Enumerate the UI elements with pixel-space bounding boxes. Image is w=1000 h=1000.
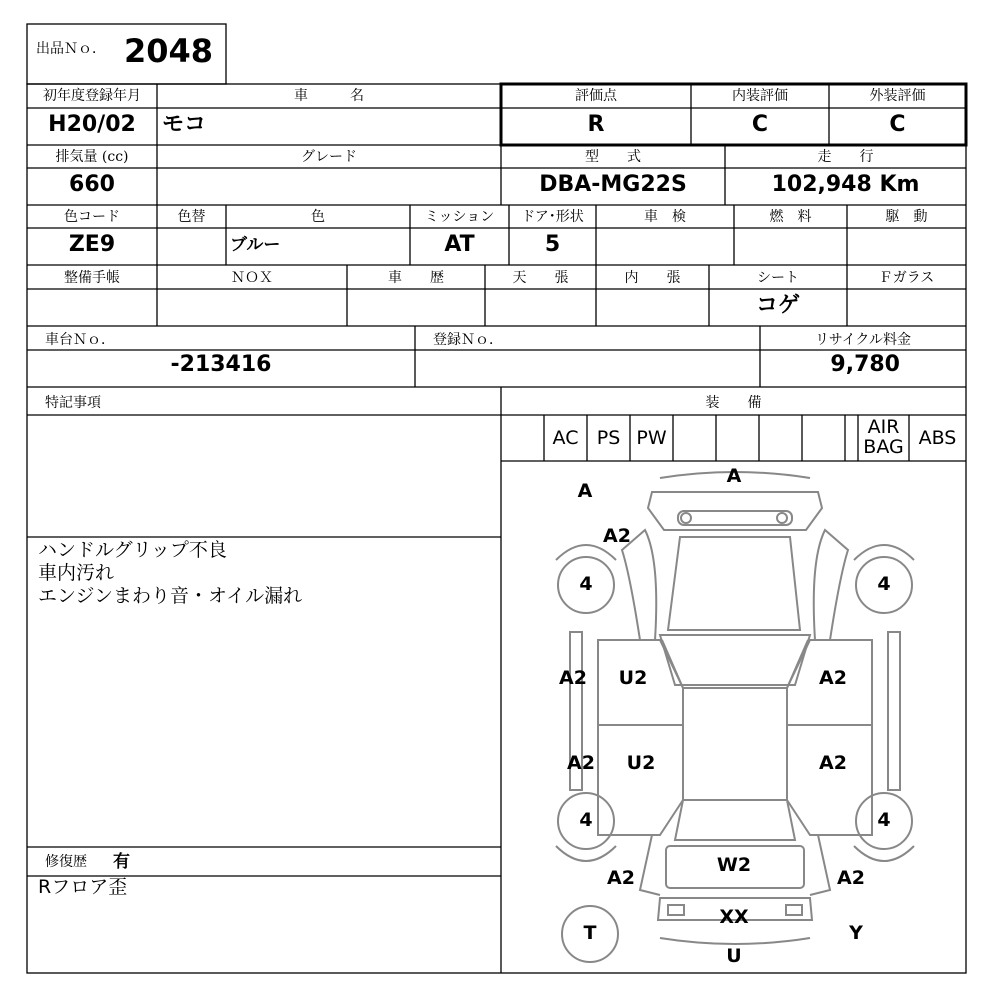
color-code-label: 色コード: [64, 209, 120, 225]
equipment-ac: AC: [552, 427, 579, 449]
damage-mark: U: [726, 945, 742, 967]
damage-mark: A2: [819, 667, 847, 689]
registration-number-label: 登録Ｎｏ．: [433, 332, 503, 348]
color-value: ブルー: [230, 235, 281, 255]
damage-mark: A2: [607, 867, 635, 889]
damage-mark: XX: [719, 906, 749, 928]
note-line: エンジンまわり音・オイル漏れ: [38, 585, 303, 607]
tire-mark: 4: [579, 809, 593, 831]
headliner-label: 天 張: [512, 270, 569, 286]
first-registration-label: 初年度登録年月: [43, 88, 141, 104]
damage-mark: W2: [716, 854, 752, 876]
note-line: ハンドルグリップ不良: [38, 539, 227, 561]
repair-history-label: 修復歴: [45, 854, 87, 870]
equipment-pw: PW: [636, 427, 667, 449]
door-shape-label: ドア･形状: [521, 209, 584, 225]
special-notes-label: 特記事項: [45, 395, 101, 411]
note-line: 車内汚れ: [38, 562, 115, 584]
damage-mark: A2: [819, 752, 847, 774]
score-value: R: [587, 112, 605, 137]
inspection-label: 車 検: [644, 209, 686, 225]
damage-mark: A: [577, 480, 593, 502]
drive-label: 駆 動: [885, 209, 928, 225]
interior-trim-label: 内 張: [624, 270, 681, 286]
front-glass-label: Ｆガラス: [878, 270, 935, 286]
damage-mark: Y: [849, 922, 863, 944]
lot-number-value: 2048: [124, 32, 214, 70]
tire-mark: 4: [877, 573, 891, 595]
car-name-label: 車 名: [294, 88, 364, 104]
damage-mark: A2: [837, 867, 865, 889]
door-value: 5: [544, 232, 561, 257]
equipment-ps: PS: [596, 427, 621, 449]
damage-mark: A2: [559, 667, 587, 689]
equipment-airbag: AIR BAG: [863, 416, 904, 458]
spare-tire-mark: T: [583, 922, 597, 944]
color-label: 色: [311, 209, 325, 225]
tire-mark: 4: [877, 809, 891, 831]
tire-mark: 4: [579, 573, 593, 595]
seat-label: シート: [757, 270, 799, 286]
fuel-label: 燃 料: [769, 209, 812, 225]
repair-detail: Rフロア歪: [38, 876, 128, 898]
model-code-value: DBA-MG22S: [539, 172, 687, 197]
chassis-number-label: 車台Ｎｏ．: [45, 332, 115, 348]
mileage-label: 走 行: [817, 149, 874, 165]
lot-number-label: 出品Ｎｏ．: [36, 41, 106, 57]
damage-mark: A: [726, 465, 742, 487]
damage-mark: U2: [618, 667, 648, 689]
grade-label: グレード: [301, 149, 357, 165]
transmission-label: ミッション: [424, 209, 495, 225]
model-code-label: 型 式: [585, 149, 641, 165]
seat-value: コゲ: [755, 293, 800, 318]
nox-label: ＮＯＸ: [231, 270, 273, 286]
displacement-value: 660: [69, 172, 115, 197]
vehicle-history-label: 車 歴: [388, 270, 444, 286]
equipment-abs: ABS: [918, 427, 957, 449]
maintenance-record-label: 整備手帳: [64, 270, 120, 286]
transmission-value: AT: [444, 232, 475, 257]
displacement-label: 排気量 (cc): [55, 149, 129, 165]
repair-history-value: 有: [113, 852, 130, 872]
car-name-value: モコ: [162, 112, 207, 137]
score-label: 評価点: [575, 88, 617, 104]
chassis-number-value: -213416: [170, 352, 272, 377]
recycle-fee-value: 9,780: [830, 352, 900, 377]
damage-mark: A2: [567, 752, 595, 774]
damage-mark: U2: [626, 752, 656, 774]
first-registration-value: H20/02: [48, 112, 136, 137]
interior-rating-label: 内装評価: [732, 88, 788, 104]
exterior-rating-value: C: [889, 112, 906, 137]
mileage-value: 102,948 Km: [771, 172, 920, 197]
equipment-label: 装 備: [705, 395, 762, 411]
damage-mark: A2: [603, 525, 631, 547]
recycle-fee-label: リサイクル料金: [814, 332, 912, 348]
exterior-rating-label: 外装評価: [869, 88, 926, 104]
interior-rating-value: C: [751, 112, 769, 137]
repaint-label: 色替: [177, 209, 206, 225]
color-code-value: ZE9: [68, 232, 116, 257]
